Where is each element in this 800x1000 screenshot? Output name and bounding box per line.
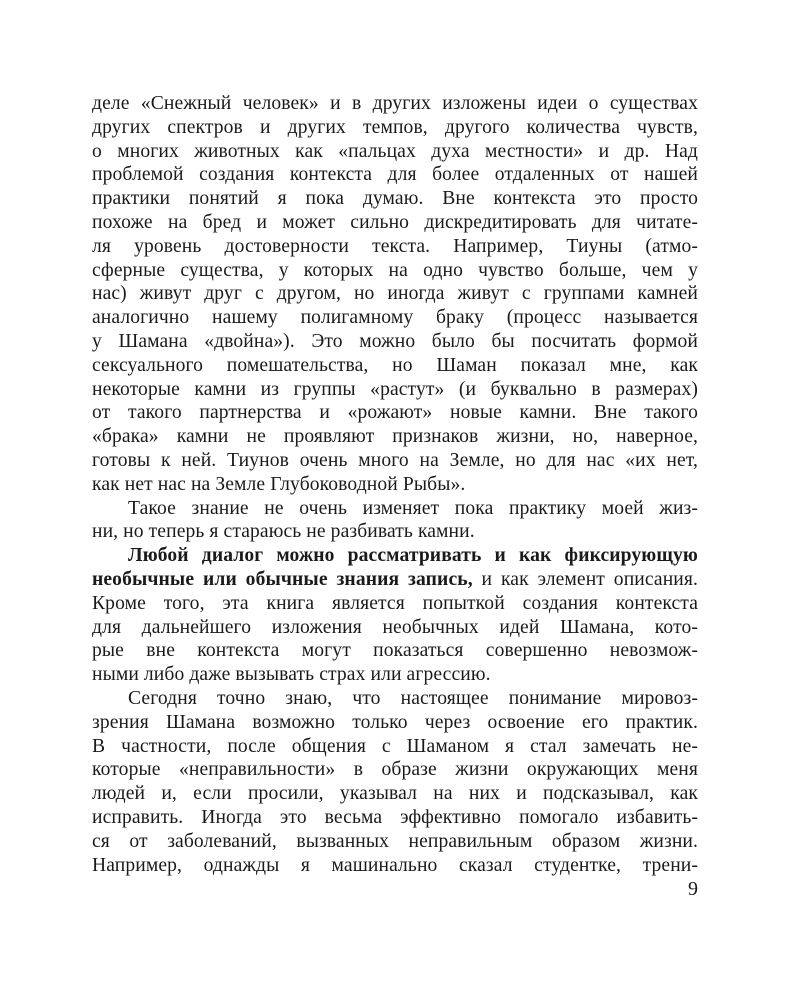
- text-line: ни, но теперь я стараюсь не разбивать камни.: [92, 521, 475, 543]
- bold-text-line: Любой диалог можно рассматривать и как фиксирующую: [128, 545, 698, 567]
- text-line: для дальнейшего изложения необычных идей Шамана, кото-: [92, 616, 698, 638]
- text-line: деле «Снежный человек» и в других изложены идеи о существах: [92, 93, 698, 114]
- text-line: у Шамана «двойна»). Это можно было бы посчитать формой: [92, 330, 698, 352]
- text-line: людей и, если просили, указывал на них и подсказывал, как: [92, 783, 698, 805]
- bold-text-span: необычные или обычные знания запись,: [92, 568, 473, 590]
- text-line: о многих животных как «пальцах духа местности» и др. Над: [92, 140, 698, 162]
- text-line: от такого партнерства и «рожают» новые камни. Вне такого: [92, 402, 698, 424]
- text-line: ля уровень достоверности текста. Например, Тиуны (атмо-: [92, 235, 698, 257]
- text-line: рые вне контекста могут показаться совершенно невозмож-: [92, 640, 698, 662]
- text-line: проблемой создания контекста для более отдаленных от нашей: [92, 164, 698, 186]
- text-line: аналогично нашему полигамному браку (процесс называется: [92, 307, 698, 329]
- text-line: зрения Шамана возможно только через освоение его практик.: [92, 711, 698, 733]
- text-line: Сегодня точно знаю, что настоящее понимание мировоз-: [128, 687, 698, 709]
- text-line: сферные существа, у которых на одно чувство больше, чем у: [92, 259, 698, 281]
- book-page: [92, 92, 698, 972]
- text-line: В частности, после общения с Шаманом я стал замечать не-: [92, 735, 698, 757]
- text-line: как нет нас на Земле Глубоководной Рыбы».: [92, 473, 466, 495]
- page-number: 9: [688, 878, 698, 900]
- text-line: Кроме того, эта книга является попыткой создания контекста: [92, 592, 698, 614]
- text-line: исправить. Иногда это весьма эффективно помогало избавить-: [92, 806, 698, 828]
- text-line: которые «неправильности» в образе жизни окружающих меня: [92, 759, 698, 781]
- body-text: [92, 92, 698, 877]
- text-line: ся от заболеваний, вызванных неправильным образом жизни.: [92, 830, 698, 852]
- text-span: и как элемент описания.: [472, 568, 698, 590]
- text-line: похоже на бред и может сильно дискредитировать для читате-: [92, 211, 698, 233]
- text-line: ными либо даже вызывать страх или агрессию.: [92, 664, 491, 686]
- text-line: Такое знание не очень изменяет пока практику моей жиз-: [128, 497, 698, 519]
- mixed-text-line: [92, 568, 698, 592]
- text-line: Например, однажды я машинально сказал студентке, трени-: [92, 854, 698, 876]
- text-line: готовы к ней. Тиунов очень много на Земле, но для нас «их нет,: [92, 449, 698, 471]
- text-line: «брака» камни не проявляют признаков жизни, но, наверное,: [92, 426, 698, 448]
- text-line: нас) живут друг с другом, но иногда живут с группами камней: [92, 283, 698, 305]
- text-line: практики понятий я пока думаю. Вне контекста это просто: [92, 188, 698, 210]
- text-line: других спектров и других темпов, другого количества чувств,: [92, 116, 698, 138]
- text-line: сексуального помешательства, но Шаман показал мне, как: [92, 354, 698, 376]
- text-line: некоторые камни из группы «растут» (и буквально в размерах): [92, 378, 698, 400]
